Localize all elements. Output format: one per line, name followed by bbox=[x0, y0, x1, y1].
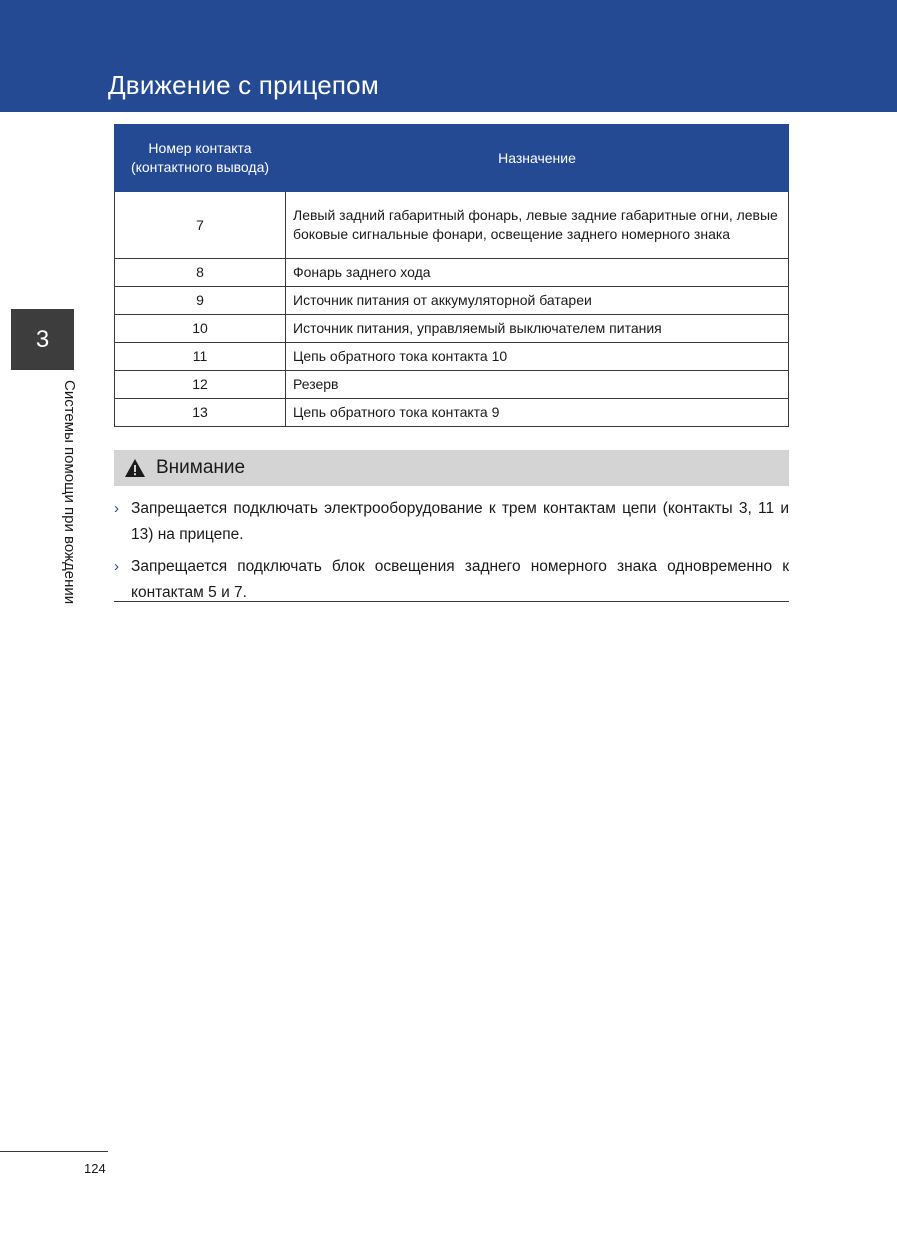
warning-divider bbox=[114, 601, 789, 602]
header-purpose: Назначение bbox=[286, 125, 789, 192]
page-title: Движение с прицепом bbox=[108, 70, 379, 100]
cell-pin: 11 bbox=[115, 343, 286, 371]
warning-title: Внимание bbox=[156, 457, 246, 478]
warning-text: Запрещается подключать электрооборудование к трем контактам цепи (контакты 3, 11 и 13) на прицепе. bbox=[131, 500, 789, 543]
cell-pin: 9 bbox=[115, 287, 286, 315]
cell-purpose: Источник питания от аккумуляторной батареи bbox=[286, 287, 789, 315]
pin-assignment-table bbox=[114, 124, 789, 427]
cell-purpose: Источник питания, управляемый выключателем питания bbox=[286, 315, 789, 343]
table-row bbox=[115, 399, 789, 427]
table-row bbox=[115, 343, 789, 371]
cell-pin: 13 bbox=[115, 399, 286, 427]
page-number: 124 bbox=[84, 1161, 106, 1176]
chapter-tab bbox=[11, 309, 74, 370]
list-item bbox=[114, 496, 789, 548]
cell-purpose: Цепь обратного тока контакта 10 bbox=[286, 343, 789, 371]
page-header bbox=[0, 0, 897, 112]
table-row bbox=[115, 371, 789, 399]
table-row bbox=[115, 192, 789, 259]
chapter-number: 3 bbox=[35, 325, 50, 353]
cell-purpose: Резерв bbox=[286, 371, 789, 399]
footer-divider bbox=[0, 1151, 108, 1152]
list-item bbox=[114, 554, 789, 606]
warning-list bbox=[114, 496, 789, 612]
table-row bbox=[115, 315, 789, 343]
cell-pin: 10 bbox=[115, 315, 286, 343]
cell-purpose: Фонарь заднего хода bbox=[286, 259, 789, 287]
cell-pin: 12 bbox=[115, 371, 286, 399]
cell-purpose: Цепь обратного тока контакта 9 bbox=[286, 399, 789, 427]
warning-text: Запрещается подключать блок освещения заднего номерного знака одновременно к контактам 5 и 7. bbox=[131, 558, 789, 601]
chevron-right-icon: › bbox=[114, 558, 119, 575]
cell-pin: 8 bbox=[115, 259, 286, 287]
cell-purpose: Левый задний габаритный фонарь, левые задние габаритные огни, левые боковые сигнальные фонари, освещение заднего номерного знака bbox=[286, 192, 789, 259]
warning-header bbox=[114, 450, 789, 486]
warning-triangle-icon bbox=[124, 458, 146, 478]
table-header-row bbox=[115, 125, 789, 192]
table-row bbox=[115, 259, 789, 287]
header-pin: Номер контакта (контактного вывода) bbox=[115, 125, 286, 192]
chapter-label: Системы помощи при вождении bbox=[61, 380, 78, 605]
table-row bbox=[115, 287, 789, 315]
chevron-right-icon: › bbox=[114, 500, 119, 517]
cell-pin: 7 bbox=[115, 192, 286, 259]
